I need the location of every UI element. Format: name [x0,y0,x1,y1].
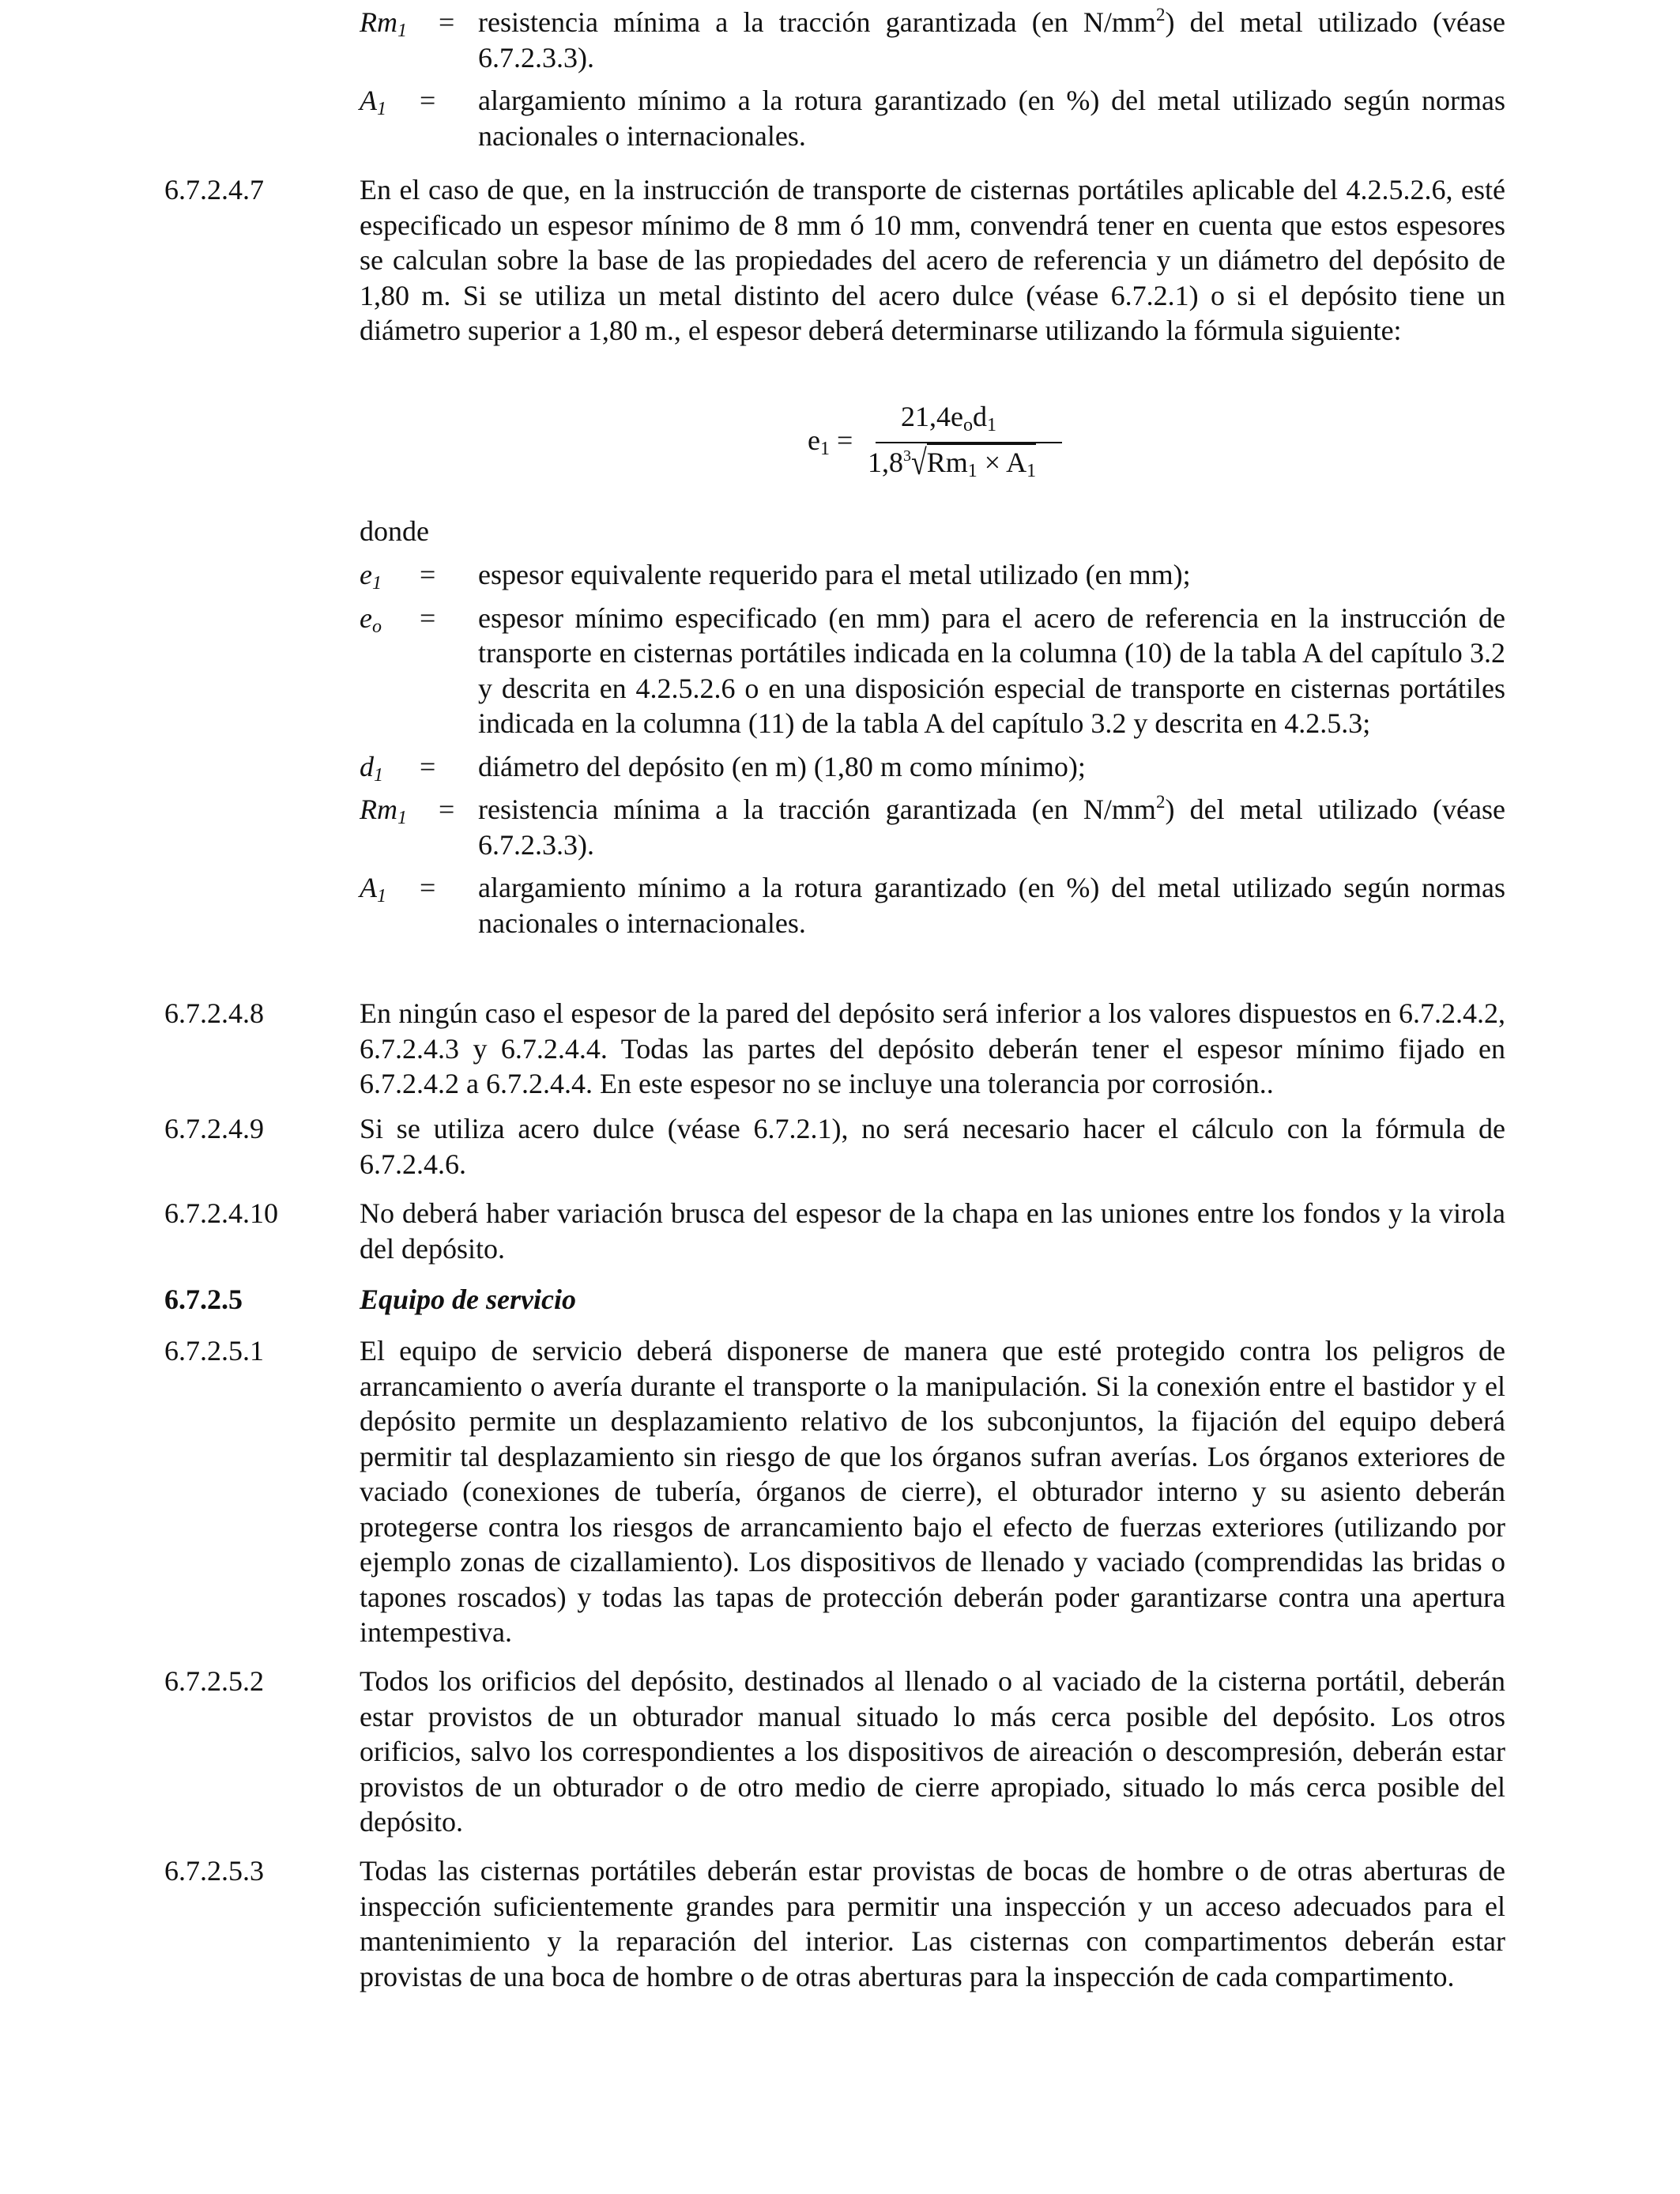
definition-text: espesor mínimo especificado (en mm) para el acero de referencia en la instrucción de transporte en cisternas portátiles indicada en la columna (10) de la tabla A del capítulo 3.2 y descrita en 4.2.5.2.6 o en una disposición especial de transporte en cisternas portátiles indicada en la columna (11) de la tabla A del capítulo 3.2 y descrita en 4.2.5.3; [478,601,1505,739]
definition-d1 [360,749,1505,785]
paragraph-6-7-2-5-1 [164,1333,1505,1650]
definitions-top [360,5,1505,153]
definition-equals: = [420,872,436,903]
definition-text: espesor equivalente requerido para el metal utilizado (en mm); [478,559,1191,590]
definition-equals: = [420,559,436,590]
paragraph-number: 6.7.2.4.8 [164,997,264,1029]
paragraph-6-7-2-4-10 [164,1196,1505,1266]
paragraph-text: En ningún caso el espesor de la pared del depósito será inferior a los valores dispuestos en 6.7.2.4.2, 6.7.2.4.3 y 6.7.2.4.4. Todas las partes del depósito deberán tener el espesor mínimo fijado en 6.7.2.4.2 a 6.7.2.4.4. En este espesor no se incluye una tolerancia por corrosión.. [360,997,1505,1099]
definition-text: resistencia mínima a la tracción garantizada (en $N/mm^2$) del metal utilizado (véase 6.7.2.3.3). [478,5,1505,74]
definition-equals: = [439,794,455,825]
formula-numerator: $21,4e_od_1$ [901,401,996,435]
formula-denominator: $1,8^3√Rm_1 \times A_1$ [868,445,1036,481]
definition-rm1 [360,5,1505,75]
paragraph-text: No deberá haber variación brusca del espesor de la chapa en las uniones entre los fondos y la virola del depósito. [360,1197,1505,1265]
paragraph-number: 6.7.2.5.2 [164,1665,264,1697]
donde-label: donde [360,515,429,547]
definition-symbol: $e_1$ [360,559,382,594]
definition-symbol: $Rm_1$ [360,6,407,41]
paragraph-text: El equipo de servicio deberá disponerse de manera que esté protegido contra los peligros de arrancamiento o avería durante el transporte o la manipulación. Si la conexión entre el bastidor y el depósito permite un desplazamiento relativo de los subconjuntos, la fijación del equipo deberá permitir tal desplazamiento sin riesgo de que los órganos sufran averías. Los órganos exteriores de vaciado (conexiones de tubería, órganos de cierre), el obturador interno y su asiento deberán protegerse contra los riesgos de arrancamiento bajo el efecto de fuerzas exteriores (utilizando por ejemplo zonas de cizallamiento). Los dispositivos de llenado y vaciado (comprendidas las bridas o tapones roscados) y todas las tapas de protección deberán poder garantizarse contra una apertura intempestiva. [360,1335,1505,1648]
section-title: Equipo de servicio [360,1284,576,1315]
definition-text: resistencia mínima a la tracción garantizada (en $N/mm^2$) del metal utilizado (véase 6.7.2.3.3). [478,792,1505,861]
section-heading-6-7-2-5 [164,1282,1505,1318]
paragraph-6-7-2-5-3 [164,1853,1505,1994]
definitions-bottom [360,557,1505,941]
definition-a1 [360,83,1505,153]
thickness-formula [808,399,1060,486]
radical-sign: √ [911,442,927,482]
definition-symbol: $d_1$ [360,750,383,786]
definition-eo [360,601,1505,741]
paragraph-text: Todos los orificios del depósito, destinados al llenado o al vaciado de la cisterna portátil, deberán estar provistos de un obturador manual situado lo más cerca posible del depósito. Los otros orificios, salvo los correspondientes a los dispositivos de aireación o descompresión, deberán estar provistos de un obturador o de otro medio de cierre apropiado, situado lo más cerca posible del depósito. [360,1665,1505,1838]
definition-a1 [360,870,1505,941]
paragraph-text: Todas las cisternas portátiles deberán estar provistas de bocas de hombre o de otras aberturas de inspección suficientemente grandes para permitir una inspección y un acceso adecuados para el mantenimiento y la reparación del interior. Las cisternas con compartimentos deberán estar provistas de una boca de hombre o de otras aberturas para la inspección de cada compartimento. [360,1855,1505,1992]
paragraph-number: 6.7.2.4.10 [164,1197,278,1229]
paragraph-6-7-2-4-8 [164,996,1505,1102]
definition-symbol: $Rm_1$ [360,794,407,828]
definition-equals: = [420,85,436,116]
paragraph-6-7-2-4-9 [164,1111,1505,1182]
paragraph-text: Si se utiliza acero dulce (véase 6.7.2.1), no será necesario hacer el cálculo con la fórmula de 6.7.2.4.6. [360,1113,1505,1180]
paragraph-number: 6.7.2.4.7 [164,174,264,205]
definition-equals: = [420,750,436,782]
definition-symbol: $e_o$ [360,601,382,637]
definition-e1 [360,557,1505,593]
definition-symbol: $A_1$ [360,85,386,119]
definition-symbol: $A_1$ [360,872,386,907]
definition-equals: = [439,6,455,38]
paragraph-6-7-2-4-7 [164,172,1505,349]
paragraph-text: En el caso de que, en la instrucción de transporte de cisternas portátiles aplicable del 4.2.5.2.6, esté especificado un espesor mínimo de 8 mm ó 10 mm, convendrá tener en cuenta que estos espesores se calculan sobre la base de las propiedades del acero de referencia y un diámetro del depósito de 1,80 m. Si se utiliza un metal distinto del acero dulce (véase 6.7.2.1) o si el depósito tiene un diámetro superior a 1,80 m., el espesor deberá determinarse utilizando la fórmula siguiente: [360,174,1505,346]
paragraph-6-7-2-5-2 [164,1664,1505,1840]
formula-lhs: $e_1$ = [808,424,853,459]
definition-text: alargamiento mínimo a la rotura garantizado (en %) del metal utilizado según normas nacionales o internacionales. [478,872,1505,939]
definition-text: alargamiento mínimo a la rotura garantizado (en %) del metal utilizado según normas nacionales o internacionales. [478,85,1505,152]
definition-equals: = [420,601,436,634]
definition-text: diámetro del depósito (en m) (1,80 m como mínimo); [478,750,1086,782]
paragraph-number: 6.7.2.4.9 [164,1113,264,1144]
paragraph-number: 6.7.2.5.3 [164,1855,264,1887]
paragraph-number: 6.7.2.5.1 [164,1335,264,1367]
section-number: 6.7.2.5 [164,1284,243,1315]
definition-rm1 [360,792,1505,862]
